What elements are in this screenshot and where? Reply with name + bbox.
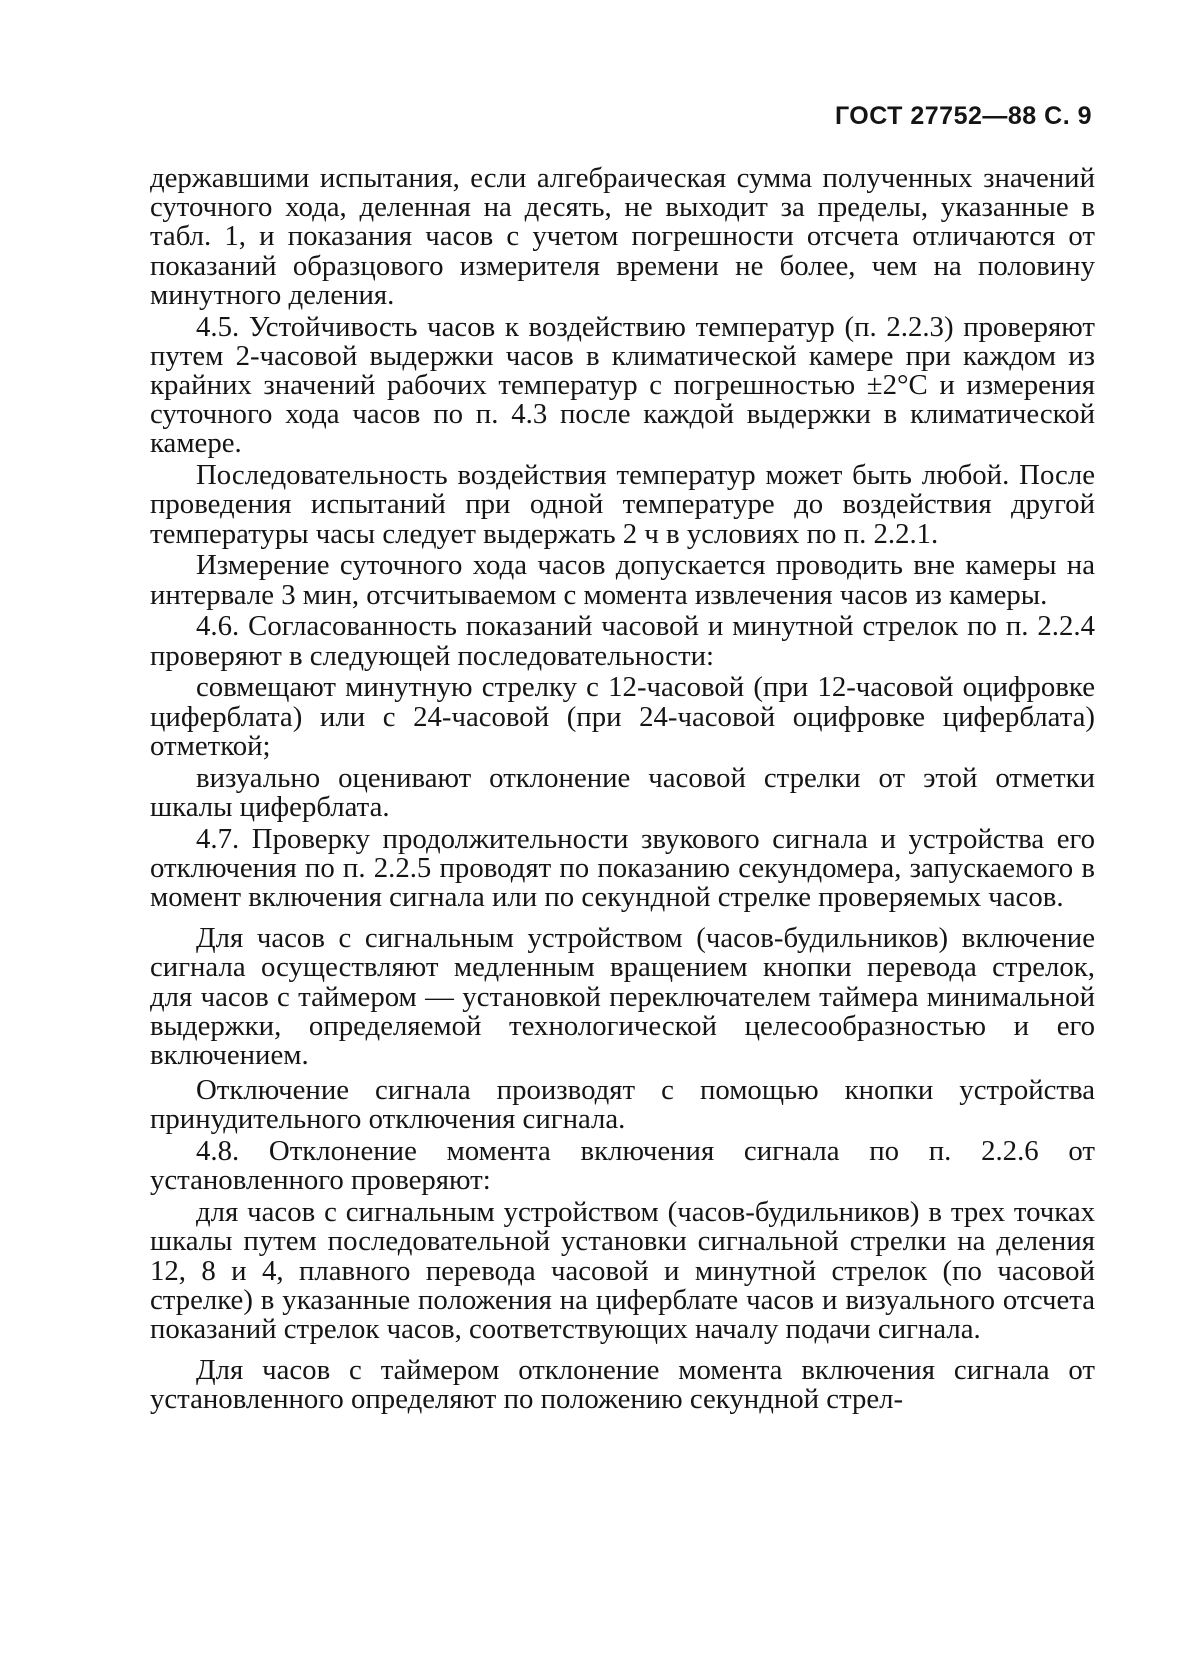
paragraph-measurement-outside: Измерение суточного хода часов допускается проводить вне камеры на интервале 3 мин, отсчитываемом с момента извлечения часов из камеры.: [150, 549, 1095, 611]
running-header: ГОСТ 27752—88 С. 9: [834, 102, 1092, 130]
paragraph-continuation: державшими испытания, если алгебраическая сумма полученных значений суточного хода, деленная на десять, не выходит за пределы, указанные в табл. 1, и показания часов с учетом погрешности отсчета отличаются от показаний образцового измерителя времени не более, чем на половину минутного деления.: [150, 162, 1095, 311]
paragraph-signal-activation: Для часов с сигнальным устройством (часов-будильников) включение сигнала осуществляют медленным вращением кнопки перевода стрелок, для часов с таймером — установкой переключателем таймера минимальной выдержки, определяемой технологической целесообразностью и его включением.: [150, 922, 1095, 1072]
paragraph-align-minute-hand: совмещают минутную стрелку с 12-часовой (при 12-часовой оцифровке циферблата) или с 24-часовой (при 24-часовой оцифровке циферблата) отметкой;: [150, 671, 1095, 762]
paragraph-4-5: 4.5. Устойчивость часов к воздействию температур (п. 2.2.3) проверяют путем 2-часовой выдержки часов в климатической камере при каждом из крайних значений рабочих температур с погрешностью ±2°С и измерения суточного хода часов по п. 4.3 после каждой выдержки в климатической камере.: [150, 310, 1095, 460]
paragraph-4-8: 4.8. Отклонение момента включения сигнала по п. 2.2.6 от установленного проверяют:: [150, 1135, 1095, 1197]
paragraph-4-7: 4.7. Проверку продолжительности звукового сигнала и устройства его отключения по п. 2.2.5 проводят по показанию секундомера, запускаемого в момент включения сигнала или по секундной стрелке проверяемых часов.: [150, 822, 1095, 914]
paragraph-4-6: 4.6. Согласованность показаний часовой и минутной стрелок по п. 2.2.4 проверяют в следующей последовательности:: [150, 610, 1095, 672]
body-text: [150, 164, 1095, 1417]
paragraph-visual-estimate: визуально оценивают отклонение часовой стрелки от этой отметки шкалы циферблата.: [150, 761, 1095, 823]
paragraph-temperature-sequence: Последовательность воздействия температур может быть любой. После проведения испытаний при одной температуре до воздействия другой температуры часы следует выдержать 2 ч в условиях по п. 2.2.1.: [150, 459, 1095, 550]
paragraph-timer-check: Для часов с таймером отклонение момента включения сигнала от установленного определяют по положению секундной стрел-: [150, 1354, 1095, 1416]
paragraph-alarm-clock-check: для часов с сигнальным устройством (часов-будильников) в трех точках шкалы путем последовательной установки сигнальной стрелки на деления 12, 8 и 4, плавного перевода часовой и минутной стрелок (по часовой стрелке) в указанные положения на циферблате часов и визуального отсчета показаний стрелок часов, соответствующих началу подачи сигнала.: [150, 1196, 1095, 1346]
paragraph-signal-deactivation: Отключение сигнала производят с помощью кнопки устройства принудительного отключения сигнала.: [150, 1074, 1095, 1136]
